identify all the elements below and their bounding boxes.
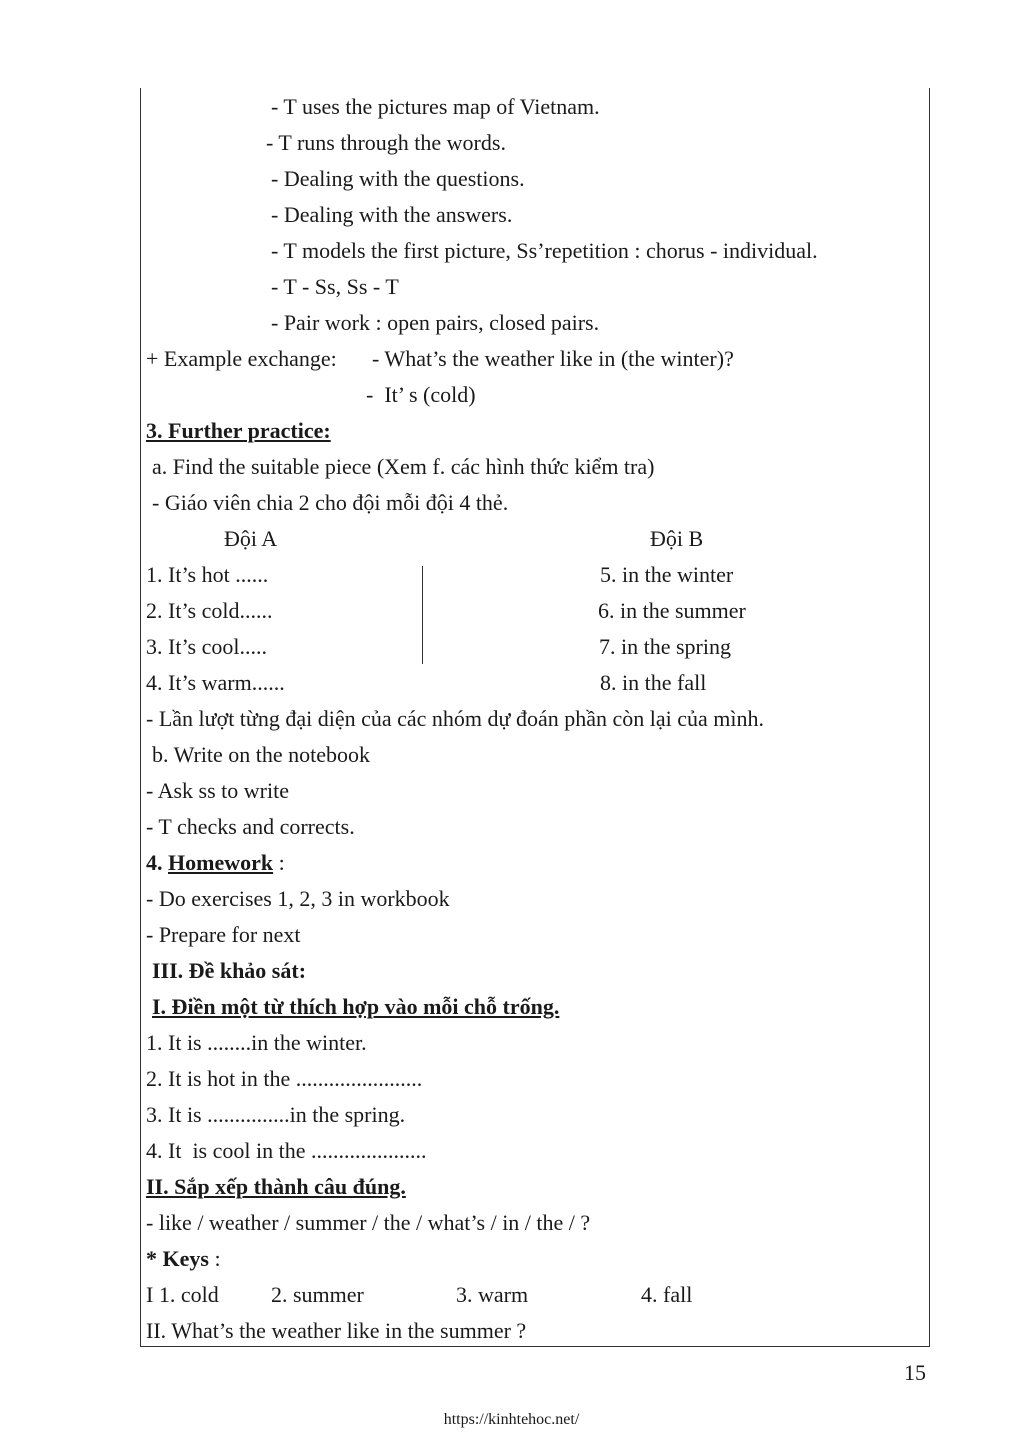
key-answer: I 1. cold xyxy=(146,1282,219,1307)
procedure-line: - T models the first picture, Ss’repetition : chorus - individual. xyxy=(271,238,818,263)
homework-colon: : xyxy=(273,850,285,875)
example-label: + Example exchange: xyxy=(146,346,337,371)
survey-part1-title: I. Điền một từ thích hợp vào mỗi chỗ trống. xyxy=(152,994,560,1019)
teacher-note: - Giáo viên chia 2 cho đội mỗi đội 4 thẻ. xyxy=(152,490,509,515)
example-question: - What’s the weather like in (the winter)? xyxy=(372,346,734,371)
team-a-label: Đội A xyxy=(224,526,278,551)
team-b-item: 5. in the winter xyxy=(600,562,734,587)
homework-title: Homework xyxy=(168,850,274,875)
procedure-line: - Pair work : open pairs, closed pairs. xyxy=(271,310,600,335)
team-b-item: 6. in the summer xyxy=(598,598,746,623)
example-answer: - It’ s (cold) xyxy=(366,382,476,407)
survey-heading: III. Đề khảo sát: xyxy=(152,958,307,983)
key-answer: 2. summer xyxy=(271,1282,364,1307)
footer-url[interactable]: https://kinhtehoc.net/ xyxy=(443,1411,580,1428)
procedure-line: - T runs through the words. xyxy=(266,130,506,155)
team-a-item: 4. It’s warm...... xyxy=(146,670,285,695)
keys-heading xyxy=(146,1246,221,1272)
team-b-item: 8. in the fall xyxy=(600,670,707,695)
check-line: - T checks and corrects. xyxy=(146,814,355,839)
further-practice-heading: 3. Further practice: xyxy=(146,418,331,443)
item-a: a. Find the suitable piece (Xem f. các hình thức kiểm tra) xyxy=(152,454,655,479)
team-a-item: 2. It’s cold...... xyxy=(146,598,273,623)
homework-item: - Prepare for next xyxy=(146,922,301,947)
guess-note: - Lần lượt từng đại diện của các nhóm dự đoán phần còn lại của mình. xyxy=(146,706,764,731)
homework-item: - Do exercises 1, 2, 3 in workbook xyxy=(146,886,450,911)
ask-line: - Ask ss to write xyxy=(146,778,289,803)
team-b-item: 7. in the spring xyxy=(599,634,731,659)
procedure-line: - T uses the pictures map of Vietnam. xyxy=(271,94,600,119)
item-b: b. Write on the notebook xyxy=(152,742,371,767)
page-number: 15 xyxy=(904,1360,926,1385)
survey-part1-item: 3. It is ...............in the spring. xyxy=(146,1102,406,1127)
procedure-line: - Dealing with the questions. xyxy=(271,166,525,191)
survey-part1-item: 2. It is hot in the ....................... xyxy=(146,1066,423,1091)
homework-number: 4. xyxy=(146,850,168,875)
survey-part2-item: - like / weather / summer / the / what’s / in / the / ? xyxy=(146,1210,591,1235)
keys-colon: : xyxy=(208,1246,221,1271)
team-b-label: Đội B xyxy=(650,526,704,551)
key-answer: 4. fall xyxy=(641,1282,693,1307)
team-a-item: 1. It’s hot ...... xyxy=(146,562,269,587)
homework-heading xyxy=(146,850,285,876)
key-answer: 3. warm xyxy=(456,1282,529,1307)
team-a-item: 3. It’s cool..... xyxy=(146,634,267,659)
key-answer-sentence: II. What’s the weather like in the summer ? xyxy=(146,1318,527,1343)
team-divider xyxy=(422,566,423,664)
survey-part2-title: II. Sắp xếp thành câu đúng. xyxy=(146,1174,406,1199)
survey-part1-item: 4. It is cool in the ..................... xyxy=(146,1138,427,1163)
keys-label: * Keys xyxy=(146,1246,209,1271)
survey-part1-item: 1. It is ........in the winter. xyxy=(146,1030,367,1055)
procedure-line: - T - Ss, Ss - T xyxy=(271,274,399,299)
procedure-line: - Dealing with the answers. xyxy=(271,202,513,227)
